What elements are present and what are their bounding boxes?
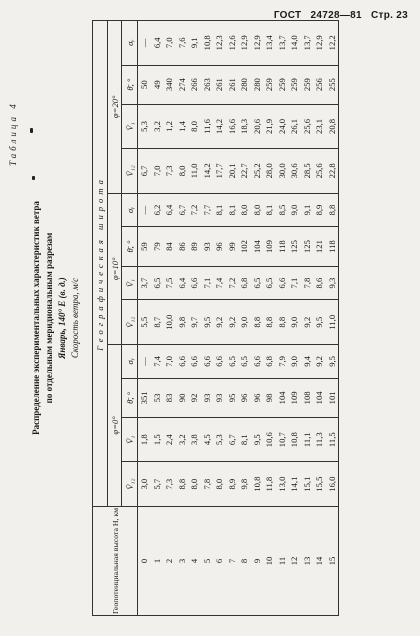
value-cell: 3,8 bbox=[188, 417, 201, 461]
value-cell: 340 bbox=[163, 65, 176, 104]
column-header: σᵧ bbox=[122, 21, 138, 66]
value-cell: 30,0 bbox=[276, 149, 289, 193]
column-header: V̄₁ bbox=[122, 266, 138, 300]
value-cell: 8,0 bbox=[188, 462, 201, 506]
value-cell: 17,7 bbox=[213, 149, 226, 193]
value-cell: 5,5 bbox=[138, 300, 151, 344]
value-cell: 7,1 bbox=[201, 266, 214, 300]
value-cell: 9,5 bbox=[326, 344, 339, 378]
height-cell: 13 bbox=[301, 506, 314, 615]
value-cell: 10,8 bbox=[251, 462, 264, 506]
value-cell: 86 bbox=[176, 227, 189, 266]
value-cell: 22,8 bbox=[326, 149, 339, 193]
value-cell: 14,1 bbox=[288, 462, 301, 506]
value-cell: 3,2 bbox=[151, 104, 164, 148]
value-cell: 6,5 bbox=[151, 266, 164, 300]
value-cell: 6,8 bbox=[238, 266, 251, 300]
value-cell: 11,5 bbox=[326, 417, 339, 461]
value-cell: 9,2 bbox=[213, 300, 226, 344]
table-row bbox=[213, 21, 226, 616]
title-line-2: по отдельным меридиональным разрезам bbox=[44, 232, 54, 404]
value-cell: 23,1 bbox=[313, 104, 326, 148]
value-cell: 28,0 bbox=[263, 149, 276, 193]
value-cell: 96 bbox=[213, 227, 226, 266]
value-cell: 13,0 bbox=[276, 462, 289, 506]
value-cell: 83 bbox=[163, 378, 176, 417]
value-cell: 11,0 bbox=[326, 300, 339, 344]
column-header: θ̄, ° bbox=[122, 65, 138, 104]
value-cell: — bbox=[138, 21, 151, 66]
value-cell: 7,0 bbox=[151, 149, 164, 193]
table-row bbox=[188, 21, 201, 616]
value-cell: 24,0 bbox=[276, 104, 289, 148]
height-cell: 0 bbox=[138, 506, 151, 615]
value-cell: 13,4 bbox=[263, 21, 276, 66]
value-cell: 92 bbox=[188, 378, 201, 417]
value-cell: 9,8 bbox=[176, 300, 189, 344]
value-cell: 7,0 bbox=[163, 21, 176, 66]
column-header: σᵧ bbox=[122, 193, 138, 227]
group-header: φ=0° bbox=[108, 344, 122, 506]
value-cell: 8,8 bbox=[276, 300, 289, 344]
value-cell: 25,6 bbox=[313, 149, 326, 193]
value-cell: 6,5 bbox=[238, 344, 251, 378]
value-cell: 12,9 bbox=[251, 21, 264, 66]
value-cell: 9,1 bbox=[188, 21, 201, 66]
value-cell: 20,6 bbox=[251, 104, 264, 148]
value-cell: 10,8 bbox=[201, 21, 214, 66]
title-line-3: Январь, 140° Е (в. д.) bbox=[57, 277, 67, 359]
value-cell: 7,1 bbox=[288, 266, 301, 300]
value-cell: 8,0 bbox=[176, 149, 189, 193]
value-cell: 14,0 bbox=[288, 21, 301, 66]
value-cell: 50 bbox=[138, 65, 151, 104]
height-cell: 6 bbox=[213, 506, 226, 615]
value-cell: 6,4 bbox=[163, 193, 176, 227]
value-cell: 261 bbox=[213, 65, 226, 104]
height-cell: 11 bbox=[276, 506, 289, 615]
table-row bbox=[276, 21, 289, 616]
value-cell: 2,4 bbox=[163, 417, 176, 461]
title-line-1: Распределение экспериментальных характеристик ветра bbox=[31, 201, 41, 435]
column-header: V̄₁₂ bbox=[122, 149, 138, 193]
value-cell: 14,2 bbox=[213, 104, 226, 148]
value-cell: 11,6 bbox=[201, 104, 214, 148]
column-header: V̄₁₂ bbox=[122, 300, 138, 344]
value-cell: 8,8 bbox=[326, 193, 339, 227]
value-cell: 259 bbox=[288, 65, 301, 104]
table-label: Таблица 4 bbox=[8, 101, 18, 166]
gost-label: ГОСТ bbox=[273, 10, 302, 21]
value-cell: 4,5 bbox=[201, 417, 214, 461]
value-cell: 7,8 bbox=[201, 462, 214, 506]
value-cell: 21,9 bbox=[263, 104, 276, 148]
value-cell: 280 bbox=[251, 65, 264, 104]
value-cell: 79 bbox=[151, 227, 164, 266]
value-cell: 22,7 bbox=[238, 149, 251, 193]
height-cell: 1 bbox=[151, 506, 164, 615]
value-cell: 49 bbox=[151, 65, 164, 104]
value-cell: 104 bbox=[251, 227, 264, 266]
value-cell: 53 bbox=[151, 378, 164, 417]
table-row bbox=[151, 21, 164, 616]
value-cell: 6,6 bbox=[201, 344, 214, 378]
value-cell: 12,9 bbox=[238, 21, 251, 66]
value-cell: 6,2 bbox=[151, 193, 164, 227]
height-cell: 4 bbox=[188, 506, 201, 615]
value-cell: 8,8 bbox=[176, 462, 189, 506]
value-cell: 255 bbox=[326, 65, 339, 104]
height-cell: 14 bbox=[313, 506, 326, 615]
height-cell: 7 bbox=[226, 506, 239, 615]
value-cell: 280 bbox=[238, 65, 251, 104]
table-row bbox=[238, 21, 251, 616]
standard-number: 24728—81 bbox=[310, 10, 362, 21]
value-cell: 8,7 bbox=[151, 300, 164, 344]
table-row bbox=[201, 21, 214, 616]
value-cell: 11,0 bbox=[188, 149, 201, 193]
value-cell: 6,6 bbox=[188, 266, 201, 300]
value-cell: 3,2 bbox=[176, 417, 189, 461]
latitude-header: Географическая широта bbox=[93, 21, 108, 507]
column-header: θ̄, ° bbox=[122, 378, 138, 417]
value-cell: 30,6 bbox=[288, 149, 301, 193]
value-cell: 8,8 bbox=[263, 300, 276, 344]
value-cell: 6,7 bbox=[176, 193, 189, 227]
value-cell: 8,8 bbox=[251, 300, 264, 344]
value-cell: 20,8 bbox=[326, 104, 339, 148]
value-cell: 7,3 bbox=[163, 462, 176, 506]
value-cell: 351 bbox=[138, 378, 151, 417]
value-cell: 8,9 bbox=[313, 193, 326, 227]
value-cell: 118 bbox=[326, 227, 339, 266]
value-cell: 256 bbox=[313, 65, 326, 104]
value-cell: 12,9 bbox=[313, 21, 326, 66]
value-cell: 6,6 bbox=[213, 344, 226, 378]
column-header: V̄₁₂ bbox=[122, 462, 138, 506]
value-cell: 8,5 bbox=[276, 193, 289, 227]
height-cell: 12 bbox=[288, 506, 301, 615]
value-cell: 9,1 bbox=[301, 193, 314, 227]
value-cell: 5,3 bbox=[213, 417, 226, 461]
title-line-4: Скорость ветра, м/с bbox=[70, 277, 80, 359]
value-cell: 259 bbox=[276, 65, 289, 104]
table-row bbox=[138, 21, 151, 616]
value-cell: — bbox=[138, 344, 151, 378]
value-cell: 15,5 bbox=[313, 462, 326, 506]
value-cell: 11,3 bbox=[313, 417, 326, 461]
table-row bbox=[326, 21, 339, 616]
wind-data-table bbox=[92, 20, 339, 616]
column-header: σᵧ bbox=[122, 344, 138, 378]
value-cell: 9,8 bbox=[238, 462, 251, 506]
table-row bbox=[313, 21, 326, 616]
height-cell: 5 bbox=[201, 506, 214, 615]
value-cell: 8,6 bbox=[313, 266, 326, 300]
value-cell: 59 bbox=[138, 227, 151, 266]
value-cell: 13,7 bbox=[276, 21, 289, 66]
value-cell: 9,4 bbox=[301, 344, 314, 378]
value-cell: — bbox=[138, 193, 151, 227]
value-cell: 12,3 bbox=[213, 21, 226, 66]
value-cell: 93 bbox=[213, 378, 226, 417]
value-cell: 25,6 bbox=[301, 104, 314, 148]
value-cell: 25,2 bbox=[251, 149, 264, 193]
value-cell: 9,0 bbox=[238, 300, 251, 344]
value-cell: 7,8 bbox=[301, 266, 314, 300]
value-cell: 9,3 bbox=[326, 266, 339, 300]
value-cell: 9,0 bbox=[288, 193, 301, 227]
value-cell: 104 bbox=[276, 378, 289, 417]
value-cell: 125 bbox=[288, 227, 301, 266]
column-header: V̄₁ bbox=[122, 417, 138, 461]
value-cell: 11,1 bbox=[301, 417, 314, 461]
table-row bbox=[263, 21, 276, 616]
value-cell: 9,7 bbox=[188, 300, 201, 344]
value-cell: 14,2 bbox=[201, 149, 214, 193]
value-cell: 3,7 bbox=[138, 266, 151, 300]
height-cell: 3 bbox=[176, 506, 189, 615]
value-cell: 20,1 bbox=[226, 149, 239, 193]
height-cell: 9 bbox=[251, 506, 264, 615]
value-cell: 1,8 bbox=[138, 417, 151, 461]
value-cell: 6,5 bbox=[263, 266, 276, 300]
value-cell: 89 bbox=[188, 227, 201, 266]
value-cell: 1,2 bbox=[163, 104, 176, 148]
value-cell: 7,4 bbox=[213, 266, 226, 300]
table-row bbox=[226, 21, 239, 616]
value-cell: 263 bbox=[201, 65, 214, 104]
value-cell: 7,6 bbox=[176, 21, 189, 66]
value-cell: 7,0 bbox=[163, 344, 176, 378]
value-cell: 6,4 bbox=[151, 21, 164, 66]
group-header: φ=10° bbox=[108, 193, 122, 344]
value-cell: 261 bbox=[226, 65, 239, 104]
value-cell: 10,7 bbox=[276, 417, 289, 461]
value-cell: 3,0 bbox=[138, 462, 151, 506]
value-cell: 9,0 bbox=[288, 300, 301, 344]
value-cell: 8,1 bbox=[263, 193, 276, 227]
value-cell: 125 bbox=[301, 227, 314, 266]
value-cell: 7,2 bbox=[226, 266, 239, 300]
value-cell: 13,7 bbox=[301, 21, 314, 66]
value-cell: 5,7 bbox=[151, 462, 164, 506]
value-cell: 1,4 bbox=[176, 104, 189, 148]
value-cell: 9,2 bbox=[226, 300, 239, 344]
value-cell: 6,4 bbox=[176, 266, 189, 300]
value-cell: 6,7 bbox=[138, 149, 151, 193]
value-cell: 10,0 bbox=[163, 300, 176, 344]
value-cell: 259 bbox=[263, 65, 276, 104]
value-cell: 8,1 bbox=[238, 417, 251, 461]
value-cell: 18,3 bbox=[238, 104, 251, 148]
table-row bbox=[301, 21, 314, 616]
value-cell: 6,7 bbox=[226, 417, 239, 461]
height-cell: 15 bbox=[326, 506, 339, 615]
value-cell: 102 bbox=[238, 227, 251, 266]
value-cell: 10,8 bbox=[288, 417, 301, 461]
value-cell: 8,1 bbox=[226, 193, 239, 227]
value-cell: 6,5 bbox=[226, 344, 239, 378]
value-cell: 5,3 bbox=[138, 104, 151, 148]
value-cell: 259 bbox=[301, 65, 314, 104]
value-cell: 10,6 bbox=[263, 417, 276, 461]
value-cell: 6,6 bbox=[188, 344, 201, 378]
value-cell: 6,6 bbox=[176, 344, 189, 378]
value-cell: 104 bbox=[313, 378, 326, 417]
value-cell: 109 bbox=[263, 227, 276, 266]
value-cell: 9,5 bbox=[251, 417, 264, 461]
value-cell: 95 bbox=[226, 378, 239, 417]
value-cell: 9,5 bbox=[313, 300, 326, 344]
value-cell: 109 bbox=[288, 378, 301, 417]
value-cell: 90 bbox=[176, 378, 189, 417]
value-cell: 9,5 bbox=[201, 300, 214, 344]
value-cell: 96 bbox=[238, 378, 251, 417]
value-cell: 11,8 bbox=[263, 462, 276, 506]
table-row bbox=[163, 21, 176, 616]
page-number: Стр. 23 bbox=[370, 10, 408, 21]
value-cell: 96 bbox=[251, 378, 264, 417]
value-cell: 12,6 bbox=[226, 21, 239, 66]
height-cell: 2 bbox=[163, 506, 176, 615]
group-header: φ=20° bbox=[108, 21, 122, 194]
table-row bbox=[288, 21, 301, 616]
value-cell: 16,6 bbox=[226, 104, 239, 148]
value-cell: 6,6 bbox=[251, 344, 264, 378]
value-cell: 108 bbox=[301, 378, 314, 417]
value-cell: 6,8 bbox=[263, 344, 276, 378]
value-cell: 6,5 bbox=[251, 266, 264, 300]
table-row bbox=[176, 21, 189, 616]
value-cell: 7,5 bbox=[163, 266, 176, 300]
value-cell: 274 bbox=[176, 65, 189, 104]
value-cell: 26,1 bbox=[288, 104, 301, 148]
value-cell: 118 bbox=[276, 227, 289, 266]
value-cell: 8,0 bbox=[251, 193, 264, 227]
value-cell: 99 bbox=[226, 227, 239, 266]
value-cell: 1,5 bbox=[151, 417, 164, 461]
value-cell: 28,5 bbox=[301, 149, 314, 193]
value-cell: 7,7 bbox=[201, 193, 214, 227]
value-cell: 16,0 bbox=[326, 462, 339, 506]
value-cell: 8,1 bbox=[213, 193, 226, 227]
value-cell: 7,3 bbox=[163, 149, 176, 193]
value-cell: 6,6 bbox=[276, 266, 289, 300]
value-cell: 9,0 bbox=[288, 344, 301, 378]
value-cell: 12,2 bbox=[326, 21, 339, 66]
value-cell: 121 bbox=[313, 227, 326, 266]
value-cell: 84 bbox=[163, 227, 176, 266]
value-cell: 7,9 bbox=[276, 344, 289, 378]
column-header: θ̄, ° bbox=[122, 227, 138, 266]
value-cell: 8,0 bbox=[213, 462, 226, 506]
column-header: V̄₁ bbox=[122, 104, 138, 148]
table-titles bbox=[30, 30, 82, 606]
value-cell: 15,1 bbox=[301, 462, 314, 506]
value-cell: 9,2 bbox=[301, 300, 314, 344]
height-column-header: Геопотенциальная высота H, км bbox=[93, 506, 138, 615]
value-cell: 101 bbox=[326, 378, 339, 417]
value-cell: 93 bbox=[201, 378, 214, 417]
value-cell: 7,4 bbox=[151, 344, 164, 378]
value-cell: 8,0 bbox=[238, 193, 251, 227]
value-cell: 266 bbox=[188, 65, 201, 104]
value-cell: 7,2 bbox=[188, 193, 201, 227]
value-cell: 8,9 bbox=[226, 462, 239, 506]
value-cell: 93 bbox=[201, 227, 214, 266]
table-row bbox=[251, 21, 264, 616]
value-cell: 98 bbox=[263, 378, 276, 417]
height-cell: 10 bbox=[263, 506, 276, 615]
value-cell: 8,0 bbox=[188, 104, 201, 148]
value-cell: 9,2 bbox=[313, 344, 326, 378]
height-cell: 8 bbox=[238, 506, 251, 615]
